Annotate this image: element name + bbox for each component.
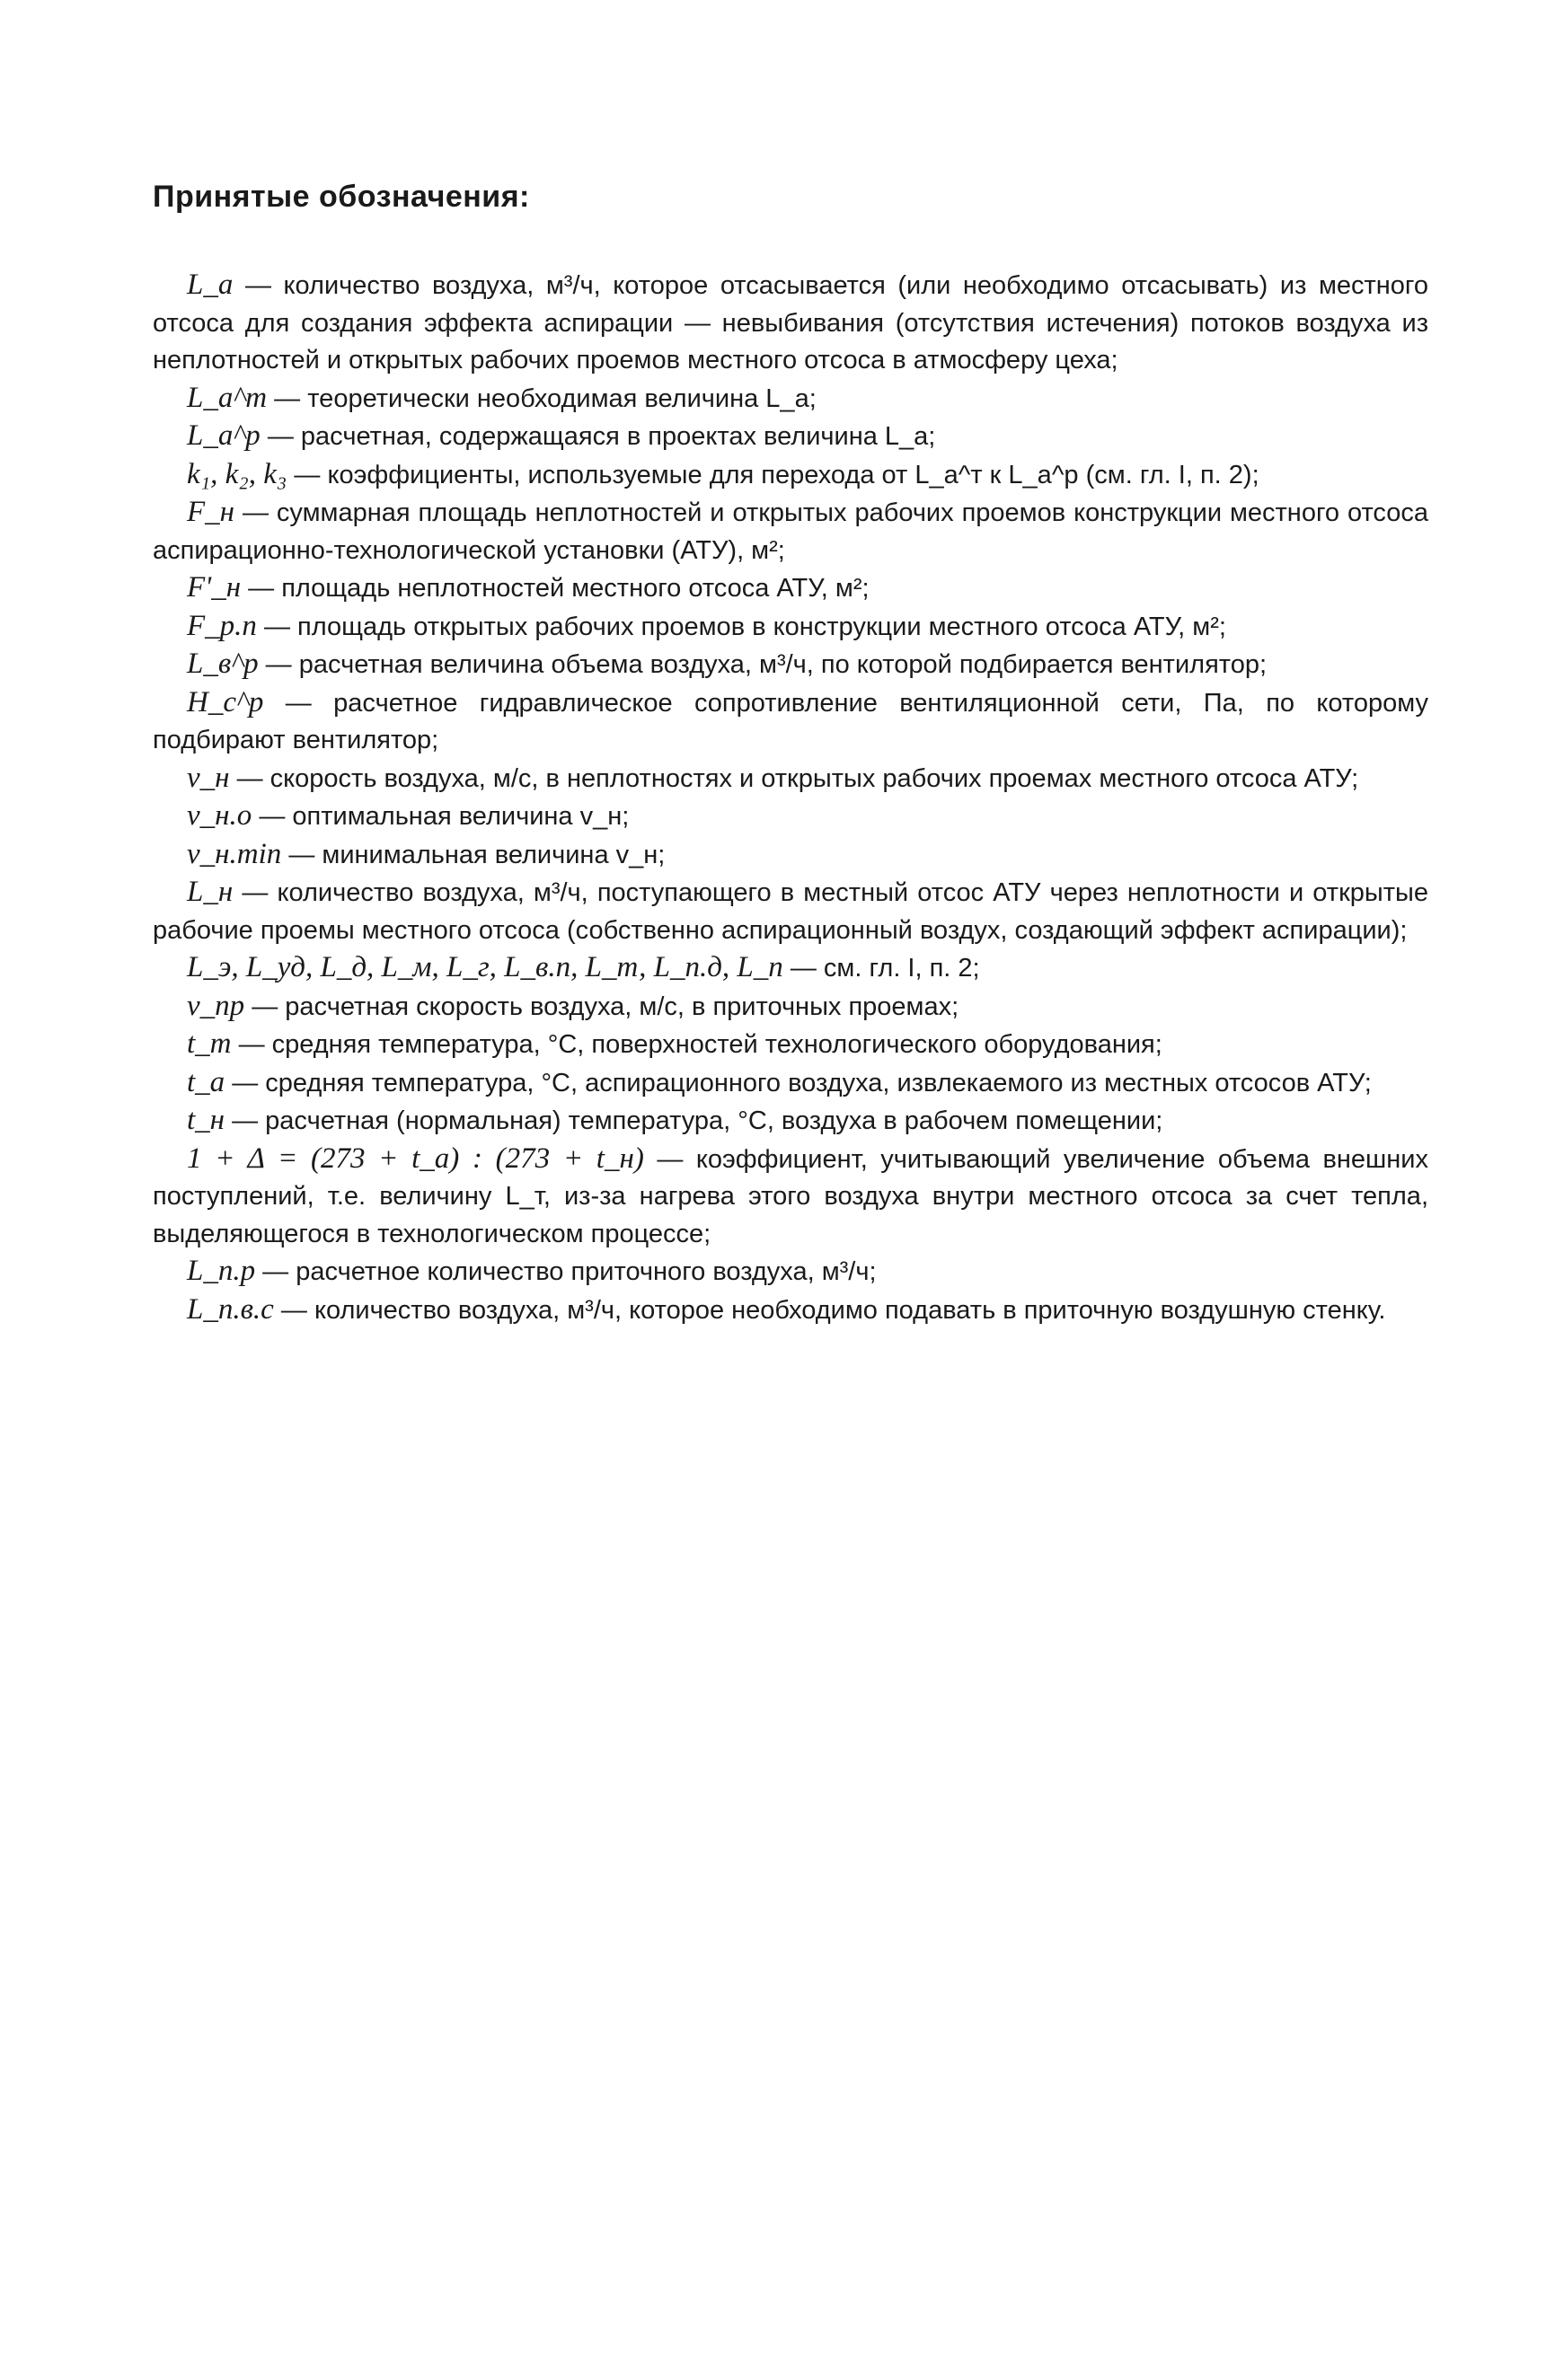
definition-text: — теоретически необходимая величина L_a; (274, 383, 817, 413)
definition-item (153, 1141, 1428, 1254)
definition-text: — расчетная (нормальная) температура, °С, воздуха в рабочем помещении; (232, 1106, 1163, 1135)
definition-item (153, 949, 1428, 988)
definition-item (153, 1026, 1428, 1064)
definition-item (153, 684, 1428, 760)
definition-symbol: L_п.р (187, 1255, 256, 1287)
definition-text: — площадь открытых рабочих проемов в конструкции местного отсоса АТУ, м²; (263, 612, 1226, 641)
definition-symbol: L_a^р (187, 419, 261, 452)
definition-text: — количество воздуха, м³/ч, поступающего в местный отсос АТУ через неплотности и открытые рабочие проемы местного отсоса (собственно аспирационный воздух, создающий эффект аспирации); (153, 878, 1428, 945)
definition-item (153, 267, 1428, 380)
definition-text: — коэффициент, учитывающий увеличение объема внешних поступлений, т.е. величину L_т, из-за нагрева этого воздуха внутри местного отсоса за счет тепла, выделяющегося в технологическом процессе; (153, 1144, 1428, 1248)
definition-item (153, 456, 1428, 495)
definition-text: — минимальная величина v_н; (288, 840, 666, 869)
definition-symbol: L_н (187, 876, 234, 908)
definition-item (153, 836, 1428, 875)
definition-text: — скорость воздуха, м/с, в неплотностях и открытых рабочих проемах местного отсоса АТУ; (236, 763, 1359, 793)
definition-item (153, 1064, 1428, 1103)
definition-item (153, 380, 1428, 419)
definition-item (153, 418, 1428, 456)
definition-item (153, 988, 1428, 1027)
definition-text: — расчетная скорость воздуха, м/с, в приточных проемах; (252, 992, 959, 1021)
definition-text: — расчетное количество приточного воздуха, м³/ч; (262, 1257, 877, 1286)
definition-symbol: F_н (187, 496, 235, 528)
section-title: Принятые обозначения: (153, 180, 530, 214)
definition-item (153, 1291, 1428, 1330)
definition-symbol: t_т (187, 1027, 232, 1060)
definition-text: — расчетная величина объема воздуха, м³/ч, по которой подбирается вентилятор; (265, 650, 1268, 679)
definition-text: — площадь неплотностей местного отсоса АТУ, м²; (248, 574, 870, 603)
definition-text: — оптимальная величина v_н; (259, 802, 630, 831)
definition-symbol: L_a^т (187, 381, 268, 414)
definition-item (153, 494, 1428, 569)
definition-text: — расчетная, содержащаяся в проектах величина L_a; (267, 422, 936, 451)
definition-symbol: v_н (187, 761, 230, 794)
definition-symbol: t_а (187, 1065, 225, 1098)
definition-item (153, 1102, 1428, 1141)
definition-symbol: F_р.п (187, 609, 257, 642)
definition-symbol: F'_н (187, 571, 242, 604)
definition-item (153, 646, 1428, 684)
definition-symbol: L_в^р (187, 648, 259, 680)
definition-item (153, 798, 1428, 836)
definition-symbol: L_п.в.с (187, 1292, 274, 1326)
definition-item (153, 608, 1428, 647)
definition-symbol: 1 + Δ = (273 + t_а) : (273 + t_н) (187, 1142, 644, 1175)
definition-symbol: v_н.min (187, 837, 282, 870)
definition-text: — количество воздуха, м³/ч, которое необходимо подавать в приточную воздушную стенку. (280, 1295, 1386, 1325)
definition-text: — средняя температура, °С, аспирационного воздуха, извлекаемого из местных отсосов АТУ; (232, 1068, 1372, 1097)
definition-item (153, 760, 1428, 798)
definition-symbol: t_н (187, 1104, 225, 1136)
definition-text: — расчетное гидравлическое сопротивление вентиляционной сети, Па, по которому подбирают вентилятор; (153, 688, 1429, 754)
document-page (153, 180, 1428, 1329)
definition-symbol: L_a (187, 269, 234, 301)
definition-symbol: H_c^р (187, 685, 264, 718)
definition-item (153, 874, 1428, 949)
definition-text: — средняя температура, °С, поверхностей технологического оборудования; (238, 1030, 1162, 1059)
definition-symbol: k₁, k₂, k₃ (187, 457, 287, 490)
definition-symbol: v_н.о (187, 799, 252, 832)
definition-item (153, 1253, 1428, 1291)
definition-symbol: L_э, L_уд, L_д, L_м, L_г, L_в.п, L_т, L_п.д, L_п (187, 951, 783, 983)
definition-text: — количество воздуха, м³/ч, которое отсасывается (или необходимо отсасывать) из местного отсоса для создания эффекта аспирации — невыбивания (отсутствия истечения) потоков воздуха из неплотностей и открытых рабочих проемов местного отсоса в атмосферу цеха; (153, 271, 1429, 375)
definition-item (153, 569, 1428, 608)
definition-symbol: v_пр (187, 989, 245, 1022)
definition-text: — см. гл. I, п. 2; (790, 954, 980, 983)
definition-text: — суммарная площадь неплотностей и открытых рабочих проемов конструкции местного отсоса аспирационно-технологической установки (АТУ), м²; (153, 498, 1428, 565)
definition-text: — коэффициенты, используемые для перехода от L_a^т к L_a^р (см. гл. I, п. 2); (294, 460, 1259, 489)
